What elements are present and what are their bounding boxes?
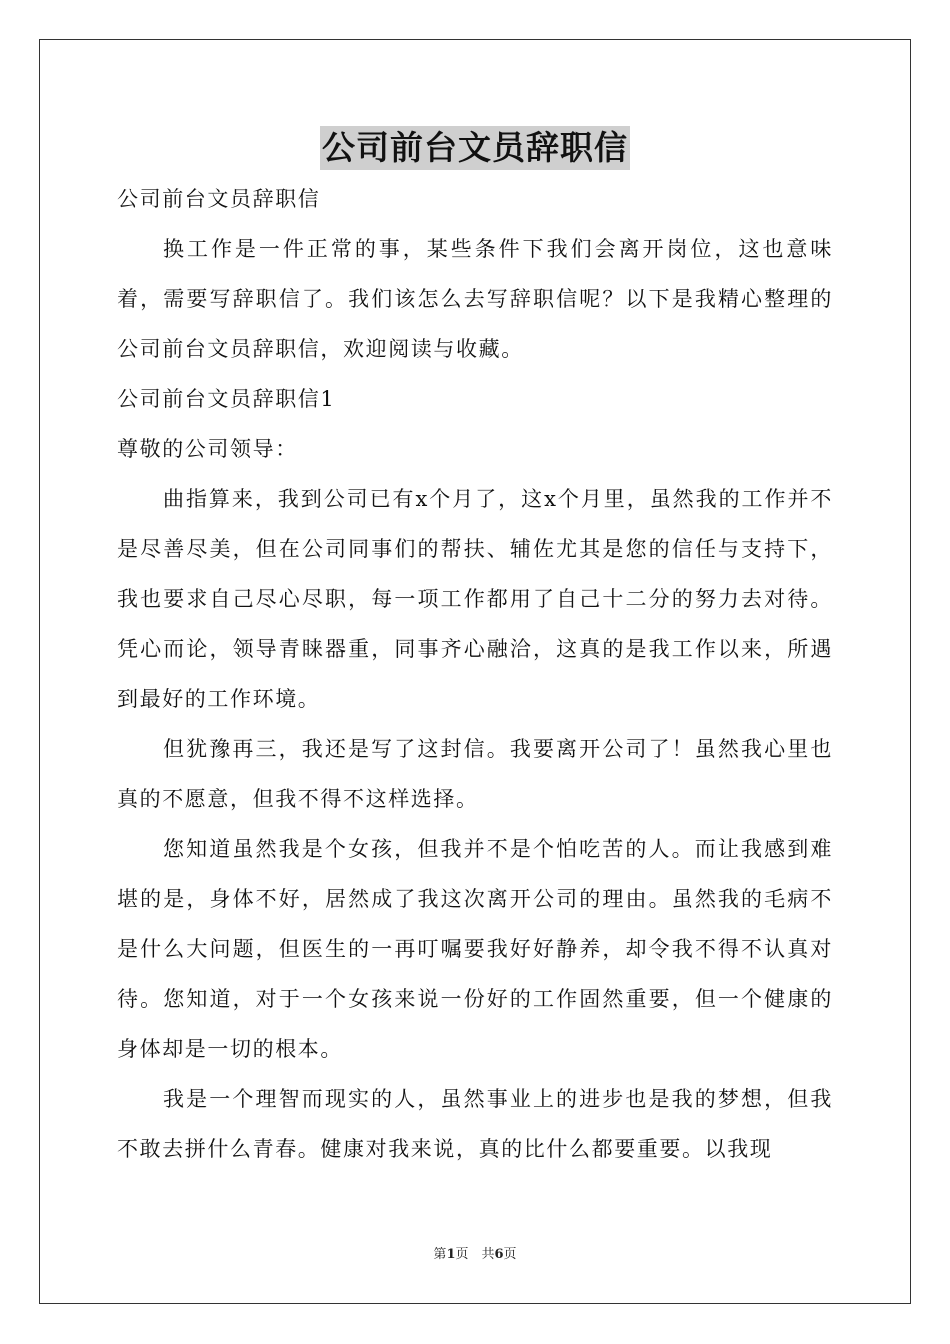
footer-prefix: 第 [433, 1247, 447, 1262]
footer-total-pages: 6 [494, 1247, 504, 1262]
paragraph-intro: 换工作是一件正常的事，某些条件下我们会离开岗位，这也意味着，需要写辞职信了。我们该怎么去写辞职信呢？以下是我精心整理的公司前台文员辞职信，欢迎阅读与收藏。 [117, 237, 833, 361]
document-body [117, 174, 833, 1174]
paragraph-body-1: 曲指算来，我到公司已有x个月了，这x个月里，虽然我的工作并不是尽善尽美，但在公司同事们的帮扶、辅佐尤其是您的信任与支持下，我也要求自己尽心尽职，每一项工作都用了自己十二分的努力去对待。凭心而论，领导青睐器重，同事齐心融洽，这真的是我工作以来，所遇到最好的工作环境。 [117, 487, 833, 711]
title-wrap [0, 126, 950, 170]
document-title: 公司前台文员辞职信 [320, 126, 630, 170]
paragraph-section-heading: 公司前台文员辞职信1 [117, 387, 336, 411]
footer-page-number: 1 [446, 1247, 456, 1262]
page-footer [0, 1246, 950, 1264]
paragraph-body-2: 但犹豫再三，我还是写了这封信。我要离开公司了！虽然我心里也真的不愿意，但我不得不这样选择。 [117, 737, 833, 811]
footer-mid: 页 共 [455, 1247, 495, 1262]
paragraph-heading: 公司前台文员辞职信 [117, 187, 321, 211]
paragraph-body-4: 我是一个理智而现实的人，虽然事业上的进步也是我的梦想，但我不敢去拼什么青春。健康对我来说，真的比什么都要重要。以我现 [117, 1087, 833, 1161]
footer-suffix: 页 [503, 1247, 517, 1262]
paragraph-salutation: 尊敬的公司领导： [117, 437, 298, 461]
paragraph-body-3: 您知道虽然我是个女孩，但我并不是个怕吃苦的人。而让我感到难堪的是，身体不好，居然成了我这次离开公司的理由。虽然我的毛病不是什么大问题，但医生的一再叮嘱要我好好静养，却令我不得不认真对待。您知道，对于一个女孩来说一份好的工作固然重要，但一个健康的身体却是一切的根本。 [117, 837, 833, 1061]
